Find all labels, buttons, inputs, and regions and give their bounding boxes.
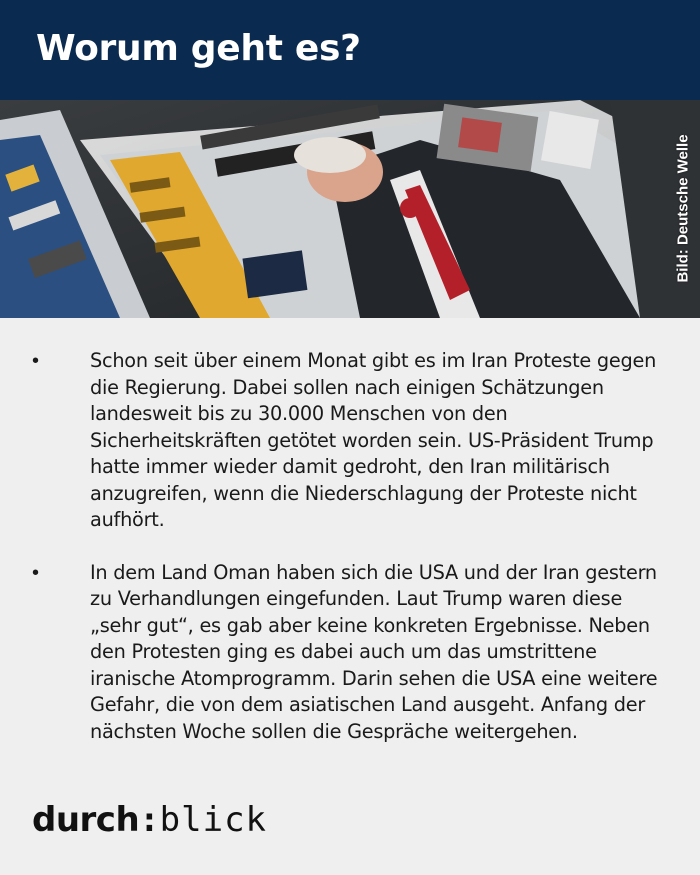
page-title: Worum geht es?: [36, 28, 361, 69]
list-item: [0, 560, 700, 746]
bullet-text: In dem Land Oman haben sich die USA und der Iran gestern zu Verhandlungen eingefunden. Laut Trump waren diese „sehr gut“, es gab aber keine konkreten Ergebnisse. Neben den Protesten ging es dabei auch um das umstrittene iranische Atomprogramm. Darin sehen die USA eine weitere Gefahr, die von dem asiatischen Land ausgeht. Anfang der nächsten Woche sollen die Gespräche weitergehen.: [90, 560, 658, 743]
bullet-list: [0, 348, 700, 771]
bullet-marker: •: [32, 561, 40, 584]
bullet-marker: •: [32, 350, 40, 372]
logo-part-blick: blick: [159, 800, 268, 840]
header-bar: [0, 0, 700, 100]
brand-logo: [32, 800, 267, 840]
list-item: [0, 348, 700, 534]
logo-part-durch: durch: [32, 800, 140, 840]
image-credit: [670, 118, 696, 298]
newspaper-photo: [0, 100, 700, 318]
image-credit-text: Bild: Deutsche Welle: [674, 133, 692, 283]
logo-separator: :: [139, 800, 160, 840]
bullet-text: Schon seit über einem Monat gibt es im Iran Proteste gegen die Regierung. Dabei sollen nach einigen Schätzungen landesweit bis zu 30.000 Menschen von den Sicherheitskräften getötet worden sein. US-Präsident Trump hatte immer wieder damit gedroht, den Iran militärisch anzugreifen, wenn die Niederschlagung der Proteste nicht aufhört.: [90, 349, 657, 531]
